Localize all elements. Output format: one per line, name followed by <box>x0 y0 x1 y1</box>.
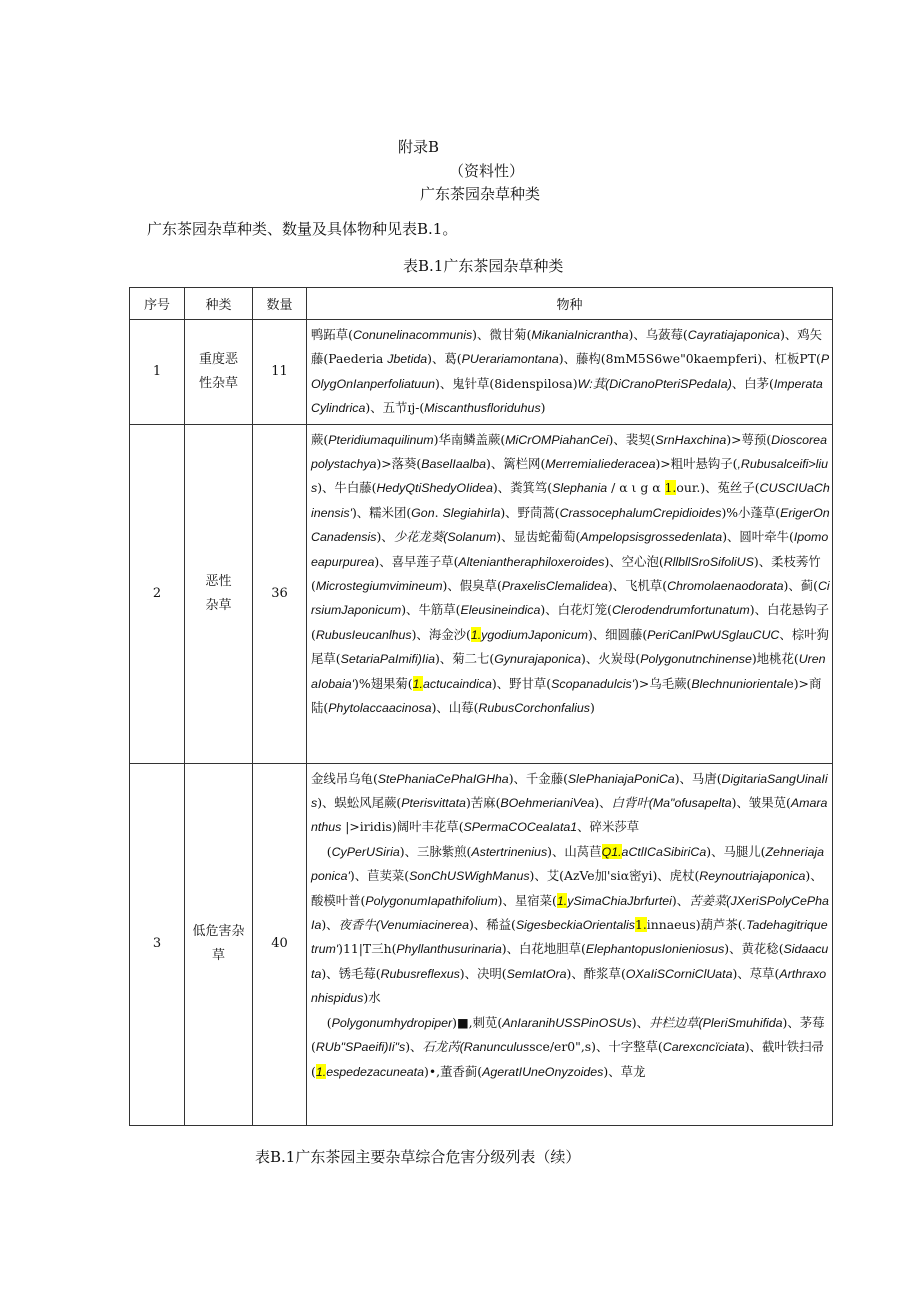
row-category: 重度恶性杂草 <box>185 320 253 425</box>
table-row <box>130 320 833 425</box>
table-header-row <box>130 288 833 320</box>
table-row <box>130 763 833 1125</box>
row-species: 鸭跖草(Conunelinacommunis)、微甘菊(MikaniaInicrantha)、乌蔹莓(Cayratiajaponica)、鸡矢藤(Paederia Jbetida)、葛(PUerariamontana)、藤构(8mM5S6we"0kaempferi)、杠板PT(POlygOnIanperfoliatuun)、鬼针草(8idenspilosa)W:萁(DiCranoPteriSPedaIa)、白茅(ImperataCylindrica)、五节ɪj-(Miscanthusfloriduhus) <box>307 320 833 425</box>
row-no: 2 <box>130 424 185 763</box>
header-count: 数量 <box>253 288 307 320</box>
header-category: 种类 <box>185 288 253 320</box>
row-species: 蕨(Pteridiumaquilinum)华南鳞盖蕨(MiCrOMPiahanCei)、裴契(SrnHaxchina)>萼预(Dioscoreapolystachya)>落葵(BaselIaalba)、篱栏网(MerremiaIiederacea)>粗叶悬钩子(,Rubusalceifi>lius)、牛白藤(HedyQtiShedyOIidea)、粪箕笃(Slephania / α ι g α 1.our.)、菟丝子(CUSCIUaChinensis')、糯米团(Gon. Slegiahirla)、野茼蒿(CrassocephalumCrepidioides)%小蓬草(ErigerOnCanadensis)、少花龙葵(Solanum)、显齿蛇葡萄(Ampelopsisgrossedenlata)、圆叶牵牛(Ipomoeapurpurea)、喜早莲子草(Alteniantheraphiloxeroides)、空心泡(RllbllSroSifoliUS)、柔枝莠竹(Microstegiumvimineum)、假臭草(PraxelisClemalidea)、飞机草(Chromolaenaodorata)、蓟(CirsiumJaponicum)、牛筋草(Eleusineindica)、白花灯笼(Clerodendrumfortunatum)、白花悬钩子(RubusIeucanlhus)、海金沙(1.ygodiumJaponicum)、细圆藤(PeriCanlPwUSglauCUC、棕叶狗尾草(SetariaPaImifi)Iia)、菊二七(Gynurajaponica)、火炭母(Polygonutnchinense)地桃花(UrenaIobaia')%翅果菊(1.actucaindica)、野甘草(Scopanadulcis')>乌毛蕨(Blechnuniorientale)>商陆(Phytolaccaacinosa)、山莓(RubusCorchonfalius) <box>307 424 833 763</box>
appendix-title: 广东茶园杂草种类 <box>420 185 541 203</box>
weed-species-table <box>129 287 833 1126</box>
appendix-label: 附录B <box>398 138 440 156</box>
row-count: 36 <box>253 424 307 763</box>
header-species: 物种 <box>307 288 833 320</box>
table-row <box>130 424 833 763</box>
row-species: 金线吊乌龟(StePhaniaCePhaIGHha)、千金藤(SlePhaniajaPoniCa)、马唐(DigitariaSangUinaIis)、蜈蚣风尾蕨(Pterisvittata)苦麻(BOehmerianiVea)、白背叶(Ma"ofusapelta)、皱果苋(Amaranthus |>iridis)阔叶丰花草(SPermaCOCeaIata1、碎米莎草 (CyPerUSiria)、三脉紫煎(Astertrinenius)、山莴苣Q1.aCtlICaSibiriCa)、马腿儿(Zehneriajaponica')、苣荬菜(SonChUSWighManus)、艾(AzVe加'siα密yi)、虎杖(Reynoutriajaponica)、酸模叶普(PolygonumIapathifolium)、星宿菜(1.ySimaChiaJbrfurtei)、苦姜菜(JXeriSPolyCePhaIa)、夜香牛(Venumiacinerea)、稀益(SigesbeckiaOrientalis1.innaeus)葫芦茶(.Tadehagitriquetrum')11|T三h(Phyllanthusurinaria)、白花地胆草(ElephantopusIonieniosus)、黄花稔(Sidaacuta)、锈毛莓(Rubusreflexus)、决明(SemIatOra)、酢浆草(OXaIiSCorniClUata)、荩草(Arthraxonhispidus)水 (Polygonumhydropiper)■,刺苋(AnIaranihUSSPinOSUs)、井栏边草(PleriSmuhifida)、茅莓(RUb"SPaeifi)Ii"s)、石龙芮(Ranunculussce/er0",s)、十字整草(Carexcncïciata)、截叶铁扫帚(1.espedezacuneata)•,董香蓟(AgeratIUneOnyzoides)、草龙 <box>307 763 833 1125</box>
row-count: 11 <box>253 320 307 425</box>
row-category: 低危害杂草 <box>185 763 253 1125</box>
appendix-nature: （资料性） <box>449 162 525 180</box>
row-no: 1 <box>130 320 185 425</box>
row-category: 恶性杂草 <box>185 424 253 763</box>
row-count: 40 <box>253 763 307 1125</box>
table-caption: 表B.1广东茶园杂草种类 <box>403 257 564 275</box>
header-no: 序号 <box>130 288 185 320</box>
table-caption-continued: 表B.1广东茶园主要杂草综合危害分级列表（续） <box>255 1148 581 1166</box>
row-no: 3 <box>130 763 185 1125</box>
intro-paragraph: 广东茶园杂草种类、数量及具体物种见表B.1。 <box>147 220 458 238</box>
